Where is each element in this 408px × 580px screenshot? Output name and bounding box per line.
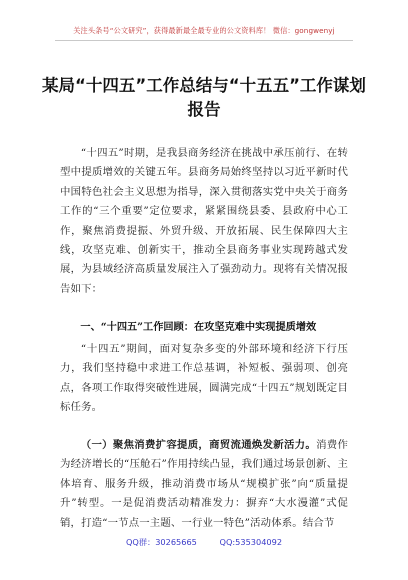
consumption-paragraph [60, 436, 348, 533]
intro-paragraph: “十四五”时期，是我县商务经济在挑战中承压前行、在转型中提质增效的关键五年。县商务局始终坚持以习近平新时代中国特色社会主义思想为指导，深入贯彻落实党中央关于商务工作的“三个重要”定位要求，紧紧围绕县委、县政府中心工作，聚焦消费提振、外贸升级、开放拓展、民生保障四大主线，攻坚克难、创新实干，推动全县商务事业实现跨越式发展，为县域经济高质量发展注入了强劲动力。现将有关情况报告如下： [60, 147, 348, 295]
review-paragraph: “十四五”期间，面对复杂多变的外部环境和经济下行压力，我们坚持稳中求进工作总基调，补短板、强弱项、创亮点，各项工作取得突破性进展，圆满完成“十四五”规划既定目标任务。 [60, 343, 348, 414]
header-banner: 关注头条号“公文研究”，获得最新最全最专业的公文资料库！ 微信：gongwenyj [73, 26, 335, 35]
document-title: 某局“十四五”工作总结与“十五五”工作谋划报告 [42, 76, 366, 119]
footer-qq: QQ:535304092 [219, 537, 283, 547]
section-heading: 一、“十四五”工作回顾：在攻坚克难中实现提质增效 [80, 321, 317, 333]
subsection-heading: （一）聚焦消费扩容提质，商贸流通焕发新活力。 [80, 439, 317, 451]
header-divider [55, 40, 353, 41]
footer-contact [0, 537, 408, 548]
footer-qq-group: QQ群：30265665 [125, 537, 197, 547]
consumption-paragraph-text: 消费作为经济增长的“压舱石”作用持续凸显，我们通过场景创新、主体培育、服务升级，推动消费市场从“规模扩张”向“质量提升”转型。一是促消费活动精准发力：摒弃“大水漫灌”式促销，打造“一节点一主题、一行业一特色”活动体系。结合节 [60, 439, 348, 529]
